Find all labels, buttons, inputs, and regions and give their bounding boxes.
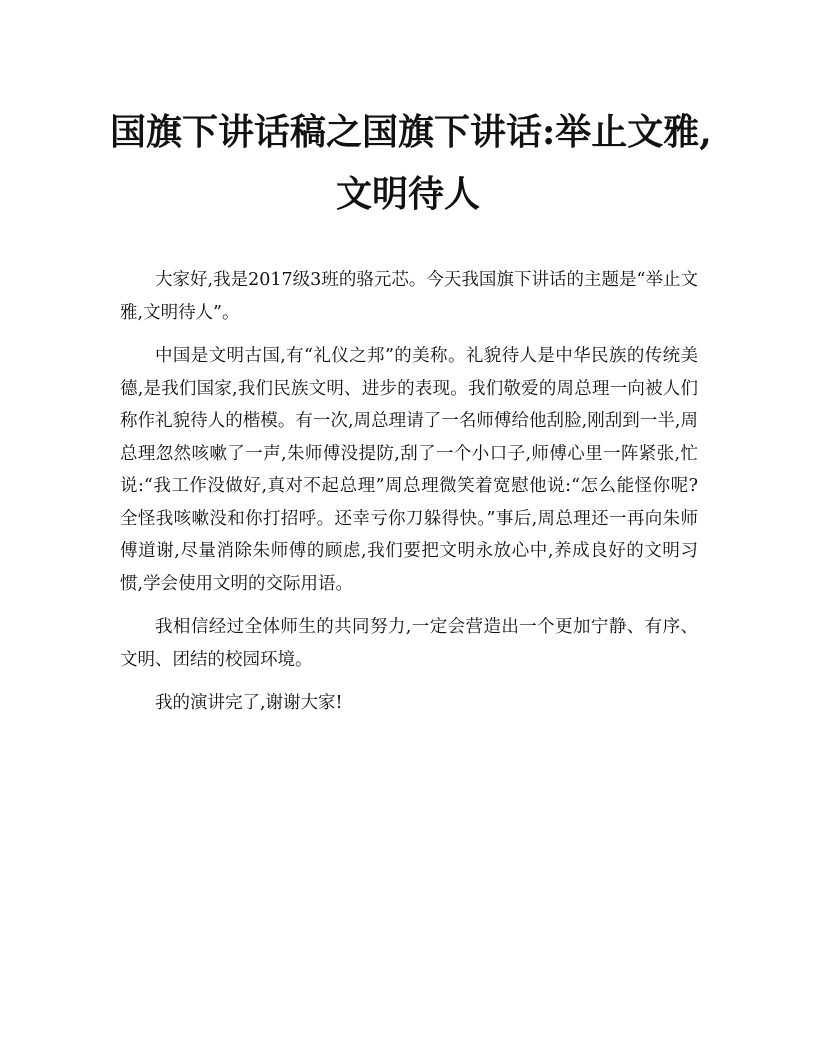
paragraph-belief: 我相信经过全体师生的共同努力,一定会营造出一个更加宁静、有序、文明、团结的校园环境。 [120,617,698,670]
document-title-line-2: 文明待人 [335,173,480,215]
paragraph-closing: 我的演讲完了,谢谢大家! [155,693,343,713]
document-title-line-1: 国旗下讲话稿之国旗下讲话:举止文雅, [110,111,712,153]
document-body [120,264,698,731]
paragraph-story: 中国是文明古国,有“礼仪之邦”的美称。礼貌待人是中华民族的传统美德,是我们国家,我们民族文明、进步的表现。我们敬爱的周总理一向被人们称作礼貌待人的楷模。有一次,周总理请了一名师傅给他刮脸,刚刮到一半,周总理忽然咳嗽了一声,朱师傅没提防,刮了一个小口子,师傅心里一阵紧张,忙说:“我工作没做好,真对不起总理”周总理微笑着宽慰他说:“怎么能怪你呢?全怪我咳嗽没和你打招呼。还幸亏你刀躲得快。”事后,周总理还一再向朱师傅道谢,尽量消除朱师傅的顾虑,我们要把文明永放心中,养成良好的文明习惯,学会使用文明的交际用语。 [120,346,698,594]
paragraph-greeting: 大家好,我是2017级3班的骆元芯。今天我国旗下讲话的主题是“举止文雅,文明待人”。 [120,270,698,323]
